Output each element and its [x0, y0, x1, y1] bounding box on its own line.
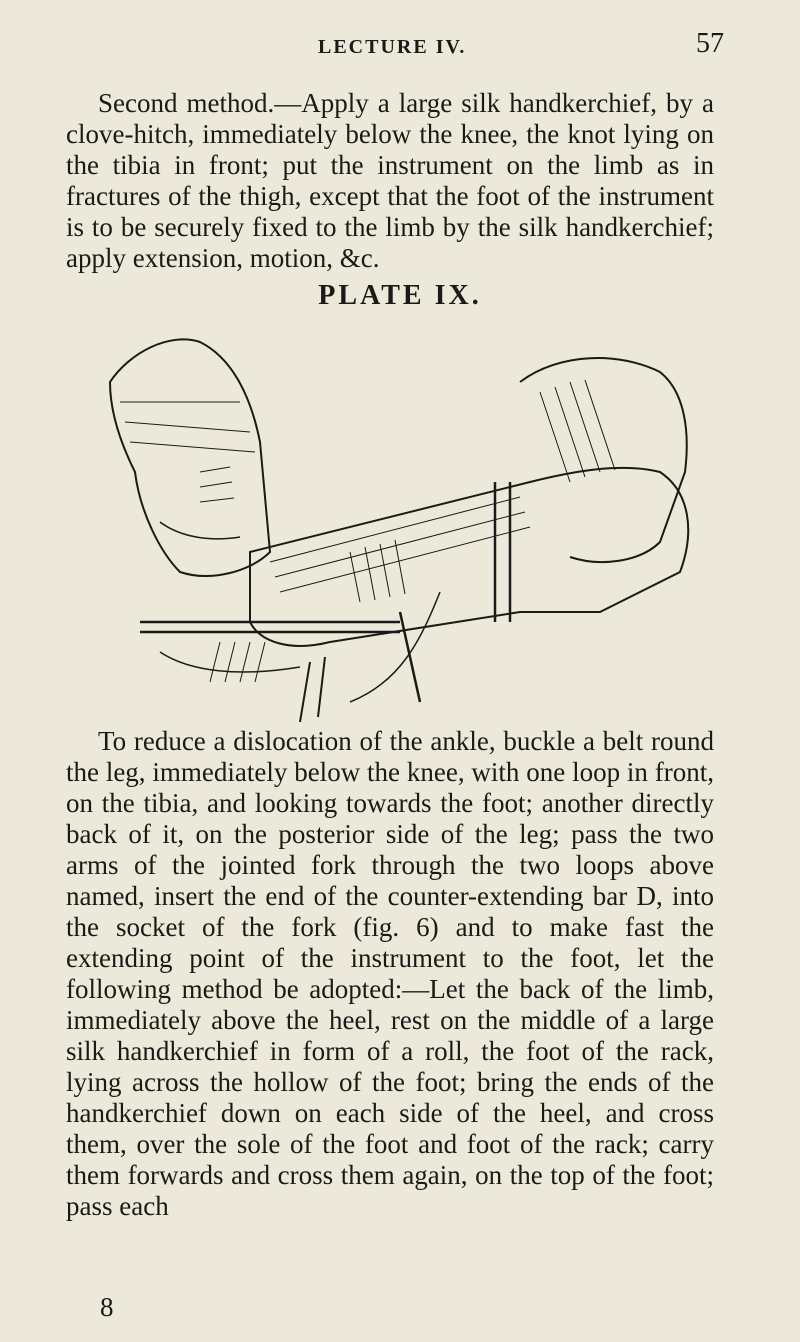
ankle-dislocation-engraving — [100, 322, 700, 732]
paragraph-ankle-dislocation — [66, 726, 714, 1222]
plate-illustration — [100, 322, 700, 732]
page-header — [0, 30, 800, 60]
signature-mark: 8 — [100, 1292, 114, 1322]
paragraph-second-method — [66, 88, 714, 274]
paragraph-2-text: To reduce a dislocation of the ankle, buckle a belt round the leg, immediately below the knee, with one loop in front, on the tibia, and looking towards the foot; another directly back of it, on the posterior side of the leg; pass the two arms of the jointed fork through the two loops above named, insert the end of the counter-extending bar D, into the socket of the fork (fig. 6) and to make fast the extending point of the instrument to the foot, let the following method be adopted:—Let the back of the limb, immediately above the heel, rest on the middle of a large silk handkerchief in form of a roll, the foot of the rack, lying across the hollow of the foot; bring the ends of the handkerchief down on each side of the heel, and cross them, over the sole of the foot and foot of the rack; carry them forwards and cross them again, on the top of the foot; pass each — [66, 726, 714, 1221]
plate-title: PLATE IX. — [318, 280, 482, 311]
paragraph-1-text: Second method.—Apply a large silk handkerchief, by a clove-hitch, immediately below the knee, the knot lying on the tibia in front; put the instrument on the limb as in fractures of the thigh, except that the foot of the instrument is to be securely fixed to the limb by the silk handkerchief; apply extension, motion, &c. — [66, 88, 714, 273]
running-head: LECTURE IV. — [318, 36, 467, 58]
page-number: 57 — [696, 28, 724, 59]
